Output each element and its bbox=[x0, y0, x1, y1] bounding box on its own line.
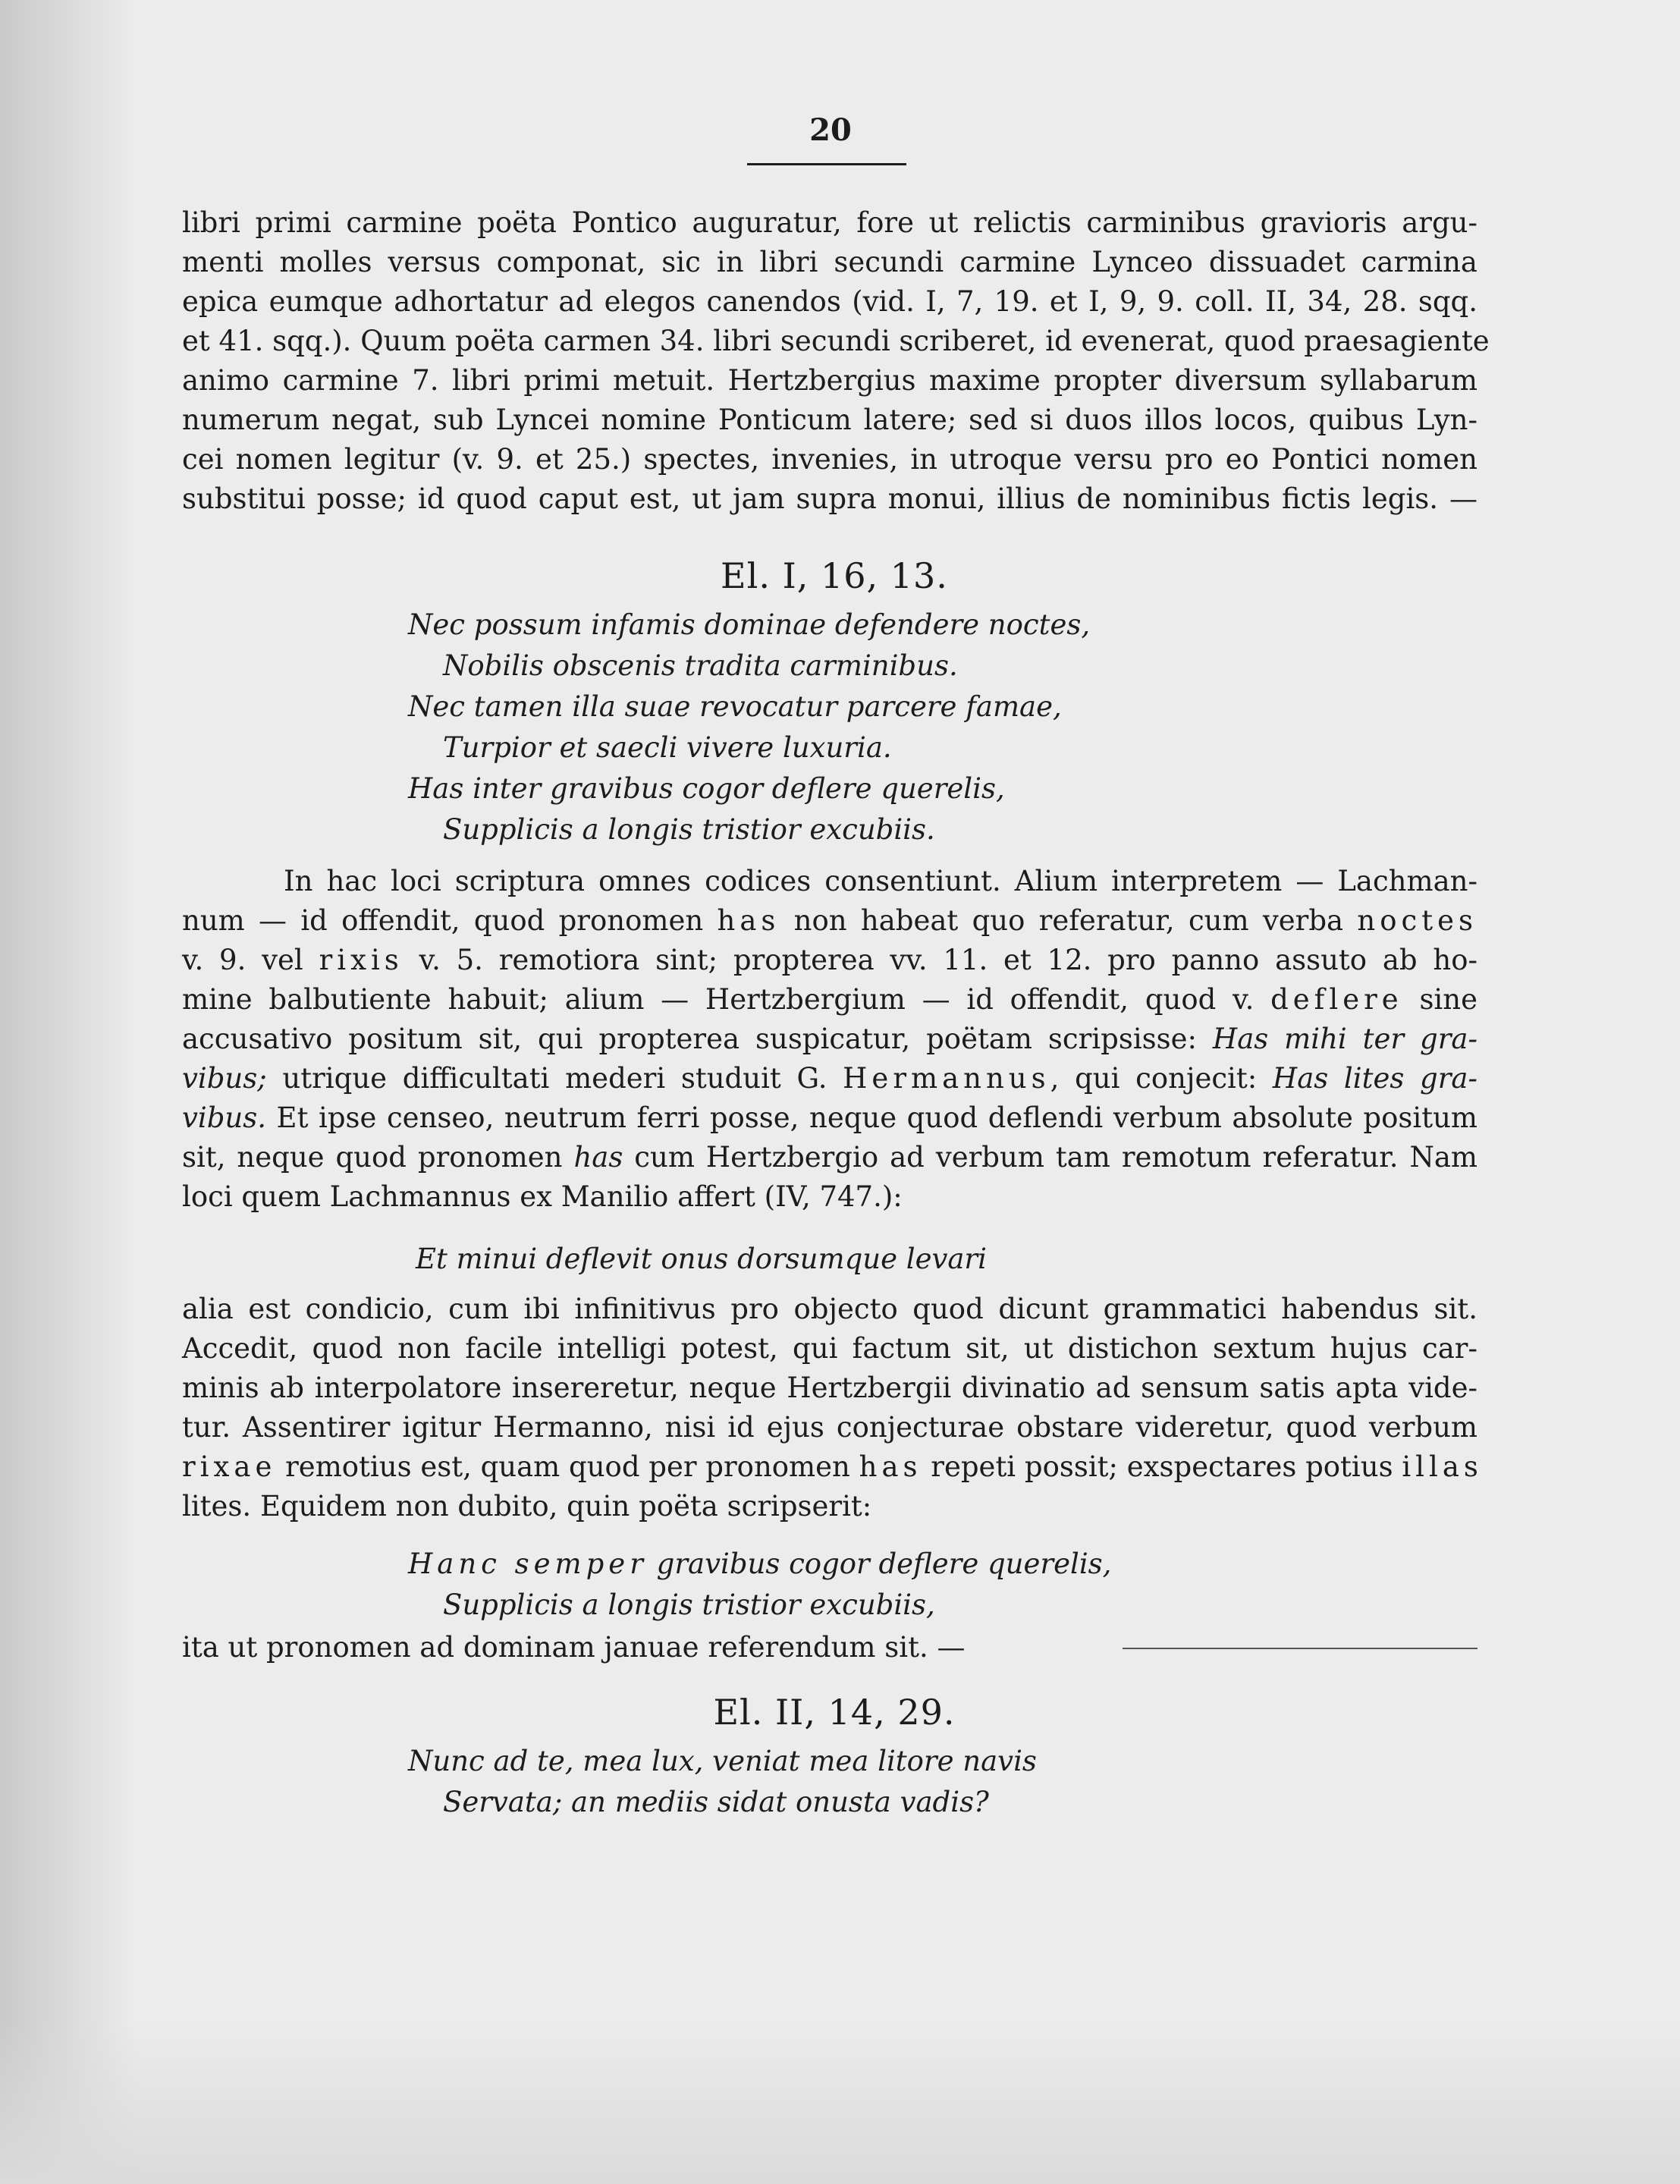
text-span: remotius est, quam quod per pronomen bbox=[276, 1450, 859, 1483]
text-line: menti molles versus componat, sic in libri secundi carmine Lynceo dissuadet carmina bbox=[182, 246, 1477, 278]
text-line: cei nomen legitur (v. 9. et 25.) spectes, invenies, in utroque versu pro eo Pontici nomen bbox=[182, 443, 1477, 476]
text-span: sit, neque quod pronomen bbox=[182, 1141, 574, 1174]
verse-line: Has inter gravibus cogor deflere querelis, bbox=[408, 772, 1005, 805]
text-line: alia est condicio, cum ibi infinitivus pro objecto quod dicunt grammatici habendus sit. bbox=[182, 1293, 1477, 1325]
text-span: v. 5. remotiora sint; propterea vv. 11. et 12. pro panno assuto ab ho- bbox=[403, 944, 1477, 976]
text-span: accusativo positum sit, qui propterea suspicatur, poëtam scripsisse: bbox=[182, 1023, 1213, 1055]
verse-line: Nec possum infamis dominae defendere noctes, bbox=[408, 608, 1091, 641]
text-line: lites. Equidem non dubito, quin poëta scripserit: bbox=[182, 1490, 872, 1523]
verse-line: Turpior et saecli vivere luxuria. bbox=[443, 731, 892, 764]
paragraph-2 bbox=[182, 862, 1477, 1217]
text-line bbox=[182, 1020, 1477, 1059]
footnote-rule bbox=[1123, 1648, 1477, 1649]
paragraph-3 bbox=[182, 1290, 1483, 1526]
text-line bbox=[182, 1059, 1477, 1098]
verse-line: Nec tamen illa suae revocatur parcere famae, bbox=[408, 690, 1062, 723]
text-span: cum Hertzbergio ad verbum tam remotum referatur. Nam bbox=[623, 1141, 1477, 1174]
text-span: , qui conjecit: bbox=[1050, 1062, 1273, 1095]
text-line: In hac loci scriptura omnes codices consentiunt. Alium interpretem — Lachman- bbox=[284, 865, 1477, 897]
verse-line: Servata; an mediis sidat onusta vadis? bbox=[443, 1786, 989, 1818]
text-span: gravibus cogor deflere querelis, bbox=[647, 1548, 1112, 1580]
italic-span: Has mihi ter gra- bbox=[1212, 1023, 1477, 1055]
text-line: ita ut pronomen ad dominam januae referendum sit. — bbox=[182, 1631, 966, 1664]
spaced-word: rixae bbox=[182, 1450, 277, 1483]
text-span: utrique difficultati mederi studuit G. bbox=[266, 1062, 843, 1095]
text-line bbox=[182, 1098, 1477, 1138]
text-line bbox=[182, 1447, 1483, 1487]
text-line: numerum negat, sub Lyncei nomine Ponticum latere; sed si duos illos locos, quibus Lyn- bbox=[182, 404, 1477, 436]
spaced-word: rixis bbox=[319, 944, 404, 976]
text-line: libri primi carmine poëta Pontico auguratur, fore ut relictis carminibus gravioris argu- bbox=[182, 206, 1477, 239]
text-line bbox=[182, 1138, 1477, 1177]
text-span: repeti possit; exspectares potius bbox=[922, 1450, 1402, 1483]
text-span: v. 9. vel bbox=[182, 944, 319, 976]
italic-span: vibus; bbox=[182, 1062, 267, 1095]
text-span: sine bbox=[1402, 983, 1477, 1016]
text-line: tur. Assentirer igitur Hermanno, nisi id ejus conjecturae obstare videretur, quod verbum bbox=[182, 1411, 1477, 1444]
text-line bbox=[182, 980, 1477, 1020]
quoted-verse: Et minui deflevit onus dorsumque levari bbox=[416, 1243, 987, 1275]
italic-span: Has lites gra- bbox=[1272, 1062, 1477, 1095]
italic-span: has bbox=[573, 1141, 623, 1174]
text-line: epica eumque adhortatur ad elegos canendos (vid. I, 7, 19. et I, 9, 9. coll. II, 34, 28. sqq. bbox=[182, 285, 1477, 318]
conclusion-line bbox=[182, 1628, 1016, 1667]
italic-span: vibus. bbox=[182, 1101, 266, 1134]
text-line: loci quem Lachmannus ex Manilio affert (IV, 747.): bbox=[182, 1180, 903, 1213]
text-line: minis ab interpolatore insereretur, neque Hertzbergii divinatio ad sensum satis apta vide- bbox=[182, 1372, 1477, 1404]
spaced-word: illas bbox=[1402, 1450, 1483, 1483]
text-line bbox=[182, 941, 1477, 980]
spaced-word: has bbox=[717, 904, 780, 937]
page-shadow bbox=[0, 0, 137, 2184]
verse-line: Supplicis a longis tristior excubiis. bbox=[443, 813, 935, 846]
text-line: Accedit, quod non facile intelligi potest, qui factum sit, ut distichon sextum hujus car- bbox=[182, 1332, 1477, 1365]
text-span: Et ipse censeo, neutrum ferri posse, neque quod deflendi verbum absolute positum bbox=[266, 1101, 1477, 1134]
text-line bbox=[182, 901, 1477, 941]
spaced-word: Hanc semper bbox=[408, 1548, 648, 1580]
spaced-word: deflere bbox=[1270, 983, 1403, 1016]
spaced-word: has bbox=[859, 1450, 922, 1483]
page-number: 20 bbox=[809, 112, 852, 148]
verse-line bbox=[408, 1548, 1111, 1580]
text-line: et 41. sqq.). Quum poëta carmen 34. libri secundi scriberet, id evenerat, quod praesagiente bbox=[182, 325, 1490, 357]
text-span: mine balbutiente habuit; alium — Hertzbergium — id offendit, quod v. bbox=[182, 983, 1271, 1016]
text-span: num — id offendit, quod pronomen bbox=[182, 904, 718, 937]
text-span: non habeat quo referatur, cum verba bbox=[780, 904, 1358, 937]
spaced-word: Hermannus bbox=[843, 1062, 1050, 1095]
spaced-word: noctes bbox=[1357, 904, 1477, 937]
section-heading-2: El. II, 14, 29. bbox=[713, 1692, 956, 1733]
page-shadow-bottom bbox=[0, 2017, 1680, 2184]
verse-line: Nunc ad te, mea lux, veniat mea litore navis bbox=[408, 1745, 1037, 1777]
page-number-rule bbox=[747, 163, 906, 165]
section-heading-1: El. I, 16, 13. bbox=[721, 555, 948, 596]
paragraph-1 bbox=[182, 203, 1490, 519]
text-line: substitui posse; id quod caput est, ut jam supra monui, illius de nominibus fictis legis. — bbox=[182, 482, 1477, 515]
verse-line: Nobilis obscenis tradita carminibus. bbox=[443, 649, 958, 682]
verse-line: Supplicis a longis tristior excubiis, bbox=[443, 1589, 935, 1621]
text-line: animo carmine 7. libri primi metuit. Hertzbergius maxime propter diversum syllabarum bbox=[182, 364, 1477, 397]
